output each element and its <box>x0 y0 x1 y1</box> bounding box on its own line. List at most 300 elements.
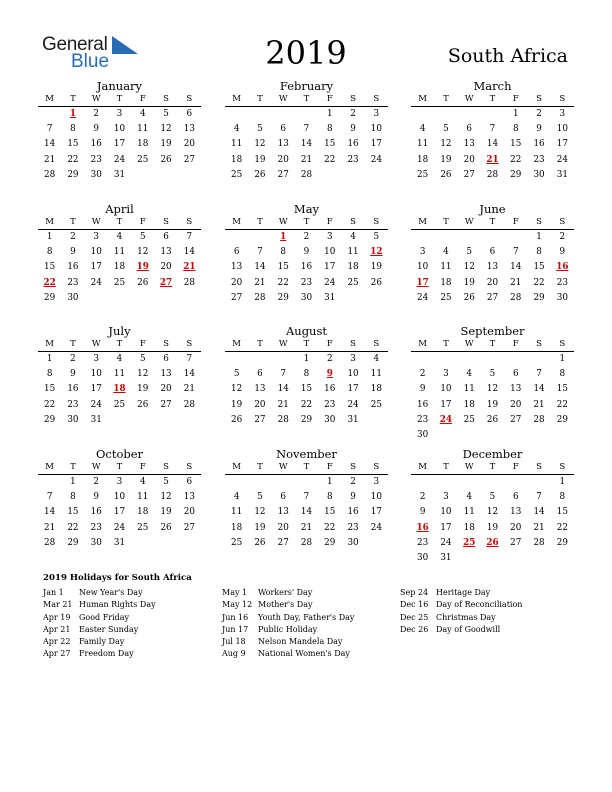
day-cell <box>434 428 457 443</box>
day-cell: 6 <box>257 369 263 380</box>
day-cell: 20 <box>254 399 266 410</box>
day-cell <box>481 107 504 122</box>
week-row <box>411 475 574 490</box>
day-cell: 6 <box>489 247 496 258</box>
day-cell: 11 <box>113 247 126 258</box>
day-cell <box>434 352 457 367</box>
day-cell: 28 <box>44 537 56 548</box>
day-cell: 19 <box>254 522 266 533</box>
day-cell <box>295 475 318 490</box>
week-row <box>225 398 388 413</box>
day-cell: 21 <box>44 522 56 533</box>
weekday-header: M <box>418 462 427 472</box>
month-title: September <box>460 324 525 338</box>
day-cell: 29 <box>44 292 56 303</box>
day-cell: 2 <box>350 477 356 487</box>
day-cell: 22 <box>533 277 545 288</box>
day-cell: 2 <box>303 232 310 242</box>
day-cell: 22 <box>44 399 56 410</box>
day-cell: 27 <box>277 169 289 180</box>
holiday-date: Aug 9 <box>222 649 246 659</box>
day-cell: 15 <box>556 507 568 518</box>
day-cell <box>504 230 527 245</box>
holiday-item <box>222 587 354 599</box>
day-cell: 20 <box>160 262 172 273</box>
day-cell <box>504 428 527 443</box>
day-cell: 23 <box>67 399 79 410</box>
day-cell <box>295 107 318 122</box>
day-cell: 2 <box>419 369 426 380</box>
weekday-header: W <box>464 462 474 472</box>
day-cell: 26 <box>254 537 266 548</box>
weekday-header: S <box>350 217 356 227</box>
weekday-header: S <box>186 94 193 104</box>
day-cell: 8 <box>559 369 566 380</box>
holiday-date: Jun 16 <box>222 612 249 622</box>
day-cell: 3 <box>419 247 426 258</box>
weekday-header: F <box>512 462 519 472</box>
day-cell <box>178 413 201 428</box>
holiday-day-cell: 1 <box>280 232 287 242</box>
day-cell: 11 <box>463 384 475 395</box>
day-cell: 4 <box>116 232 123 242</box>
day-cell: 27 <box>231 292 243 303</box>
day-cell: 18 <box>463 522 475 533</box>
day-cell: 6 <box>163 354 169 364</box>
day-cell: 24 <box>324 277 336 288</box>
holiday-name: Public Holiday <box>258 624 318 634</box>
day-cell: 28 <box>277 414 289 425</box>
day-cell: 21 <box>183 384 195 395</box>
day-cell: 23 <box>417 537 429 548</box>
week-row <box>411 398 574 413</box>
day-cell: 11 <box>440 262 452 273</box>
day-cell: 15 <box>533 262 545 273</box>
day-cell: 19 <box>463 277 475 288</box>
weekday-header: M <box>45 217 54 227</box>
day-cell <box>481 230 504 245</box>
holiday-item <box>222 624 354 636</box>
week-row <box>225 505 388 520</box>
day-cell: 23 <box>417 414 429 425</box>
week-row <box>411 521 574 536</box>
holiday-day-cell: 18 <box>113 384 126 395</box>
weekday-header: F <box>512 94 519 104</box>
holiday-item <box>43 612 156 624</box>
weekday-header: S <box>536 462 542 472</box>
day-cell: 28 <box>183 277 195 288</box>
day-cell: 10 <box>556 124 568 135</box>
week-row <box>411 291 574 306</box>
week-row <box>38 521 201 536</box>
holiday-day-cell: 16 <box>416 522 429 533</box>
weekday-header: T <box>443 339 449 349</box>
day-cell: 5 <box>489 492 496 503</box>
day-cell: 30 <box>90 537 102 548</box>
weekday-header: F <box>512 217 519 227</box>
weekday-header: M <box>418 339 427 349</box>
day-cell: 25 <box>113 277 126 288</box>
day-cell: 16 <box>67 262 79 273</box>
holiday-day-cell: 25 <box>463 537 476 548</box>
holiday-day-cell: 26 <box>486 537 499 548</box>
week-row <box>225 168 388 183</box>
day-cell: 26 <box>231 414 243 425</box>
day-cell <box>85 291 108 306</box>
day-cell: 13 <box>486 262 499 273</box>
holiday-name: Day of Reconciliation <box>436 600 523 610</box>
day-cell: 16 <box>300 262 313 273</box>
holiday-item <box>222 612 354 624</box>
holiday-item <box>400 599 522 611</box>
day-cell: 24 <box>556 154 568 165</box>
day-cell: 2 <box>559 232 566 242</box>
day-cell <box>458 107 481 122</box>
weekday-header: T <box>70 94 76 104</box>
weekday-header: T <box>116 339 123 349</box>
day-cell: 9 <box>536 124 542 135</box>
day-cell: 10 <box>370 124 382 135</box>
day-cell: 20 <box>277 154 289 165</box>
weekday-header: S <box>373 94 380 104</box>
weekday-header: S <box>350 462 356 472</box>
day-cell: 21 <box>277 399 289 410</box>
week-row <box>225 107 388 122</box>
week-row <box>225 382 388 397</box>
day-cell: 28 <box>486 169 499 180</box>
day-cell: 14 <box>44 139 56 150</box>
holiday-date: Apr 22 <box>43 637 71 647</box>
day-cell: 26 <box>254 169 266 180</box>
day-cell: 28 <box>300 169 313 180</box>
week-row <box>225 245 388 260</box>
day-cell: 19 <box>231 399 243 410</box>
day-cell: 1 <box>512 109 519 119</box>
day-cell: 28 <box>44 169 56 180</box>
day-cell: 6 <box>512 492 519 503</box>
weekday-header: M <box>232 339 241 349</box>
holiday-date: Dec 25 <box>400 612 429 622</box>
week-row <box>225 230 388 245</box>
weekday-header-row <box>38 461 201 475</box>
day-cell: 14 <box>277 384 289 395</box>
day-cell: 11 <box>370 369 382 380</box>
day-cell: 30 <box>556 292 568 303</box>
day-cell: 8 <box>280 247 286 258</box>
day-cell: 14 <box>300 139 313 150</box>
day-cell <box>458 475 481 490</box>
day-cell: 12 <box>463 262 475 273</box>
day-cell: 27 <box>254 414 266 425</box>
day-cell: 30 <box>417 552 429 563</box>
day-cell: 27 <box>486 292 499 303</box>
week-row <box>225 475 388 490</box>
day-cell: 8 <box>559 492 566 503</box>
day-cell: 10 <box>324 247 336 258</box>
day-cell: 18 <box>231 154 243 165</box>
day-cell: 20 <box>160 384 172 395</box>
day-cell: 9 <box>70 369 76 380</box>
day-cell: 18 <box>440 277 452 288</box>
day-cell <box>225 352 248 367</box>
day-cell: 3 <box>443 369 449 380</box>
day-cell: 1 <box>70 477 76 487</box>
weekday-header: T <box>489 217 496 227</box>
holiday-date: Mar 21 <box>43 600 73 610</box>
holidays-column <box>400 587 522 636</box>
weekday-header: T <box>489 339 496 349</box>
week-row <box>38 398 201 413</box>
day-cell: 7 <box>303 492 310 503</box>
weekday-header: S <box>186 217 193 227</box>
day-cell: 16 <box>347 139 359 150</box>
day-cell: 30 <box>324 414 336 425</box>
day-cell: 18 <box>463 399 475 410</box>
day-cell: 9 <box>350 492 356 503</box>
day-cell: 24 <box>113 154 126 165</box>
weekday-header: F <box>326 462 333 472</box>
day-cell: 13 <box>254 384 266 395</box>
month-title: May <box>293 202 320 216</box>
day-cell: 21 <box>44 154 56 165</box>
day-cell: 17 <box>347 384 359 395</box>
day-cell <box>178 536 201 551</box>
weekday-header-row <box>225 216 388 230</box>
day-cell: 4 <box>350 232 356 242</box>
day-cell: 30 <box>300 292 313 303</box>
day-cell <box>248 230 271 245</box>
month-april <box>38 202 201 306</box>
weekday-header: T <box>257 339 263 349</box>
day-cell: 12 <box>231 384 243 395</box>
holiday-day-cell: 17 <box>416 277 429 288</box>
day-cell: 27 <box>510 537 522 548</box>
day-cell: 3 <box>116 109 123 119</box>
day-cell: 22 <box>277 277 289 288</box>
day-cell: 7 <box>536 369 542 380</box>
day-cell: 24 <box>370 522 382 533</box>
day-cell: 3 <box>116 477 123 487</box>
holiday-day-cell: 16 <box>556 262 569 273</box>
day-cell: 26 <box>486 414 499 425</box>
day-cell <box>458 230 481 245</box>
day-cell: 7 <box>46 124 53 135</box>
day-cell: 31 <box>324 292 336 303</box>
week-row <box>225 352 388 367</box>
day-cell: 9 <box>350 124 356 135</box>
day-cell: 6 <box>466 124 472 135</box>
holiday-day-cell: 27 <box>159 277 173 288</box>
day-cell: 16 <box>90 507 102 518</box>
day-cell: 19 <box>440 154 452 165</box>
day-cell <box>551 428 574 443</box>
day-cell: 14 <box>183 247 195 258</box>
day-cell: 1 <box>559 477 566 487</box>
day-cell: 29 <box>556 414 568 425</box>
weekday-header: F <box>326 339 333 349</box>
holiday-day-cell: 19 <box>136 262 149 273</box>
week-row <box>411 168 574 183</box>
holiday-date: May 1 <box>222 588 248 597</box>
holiday-date: Apr 19 <box>43 612 71 622</box>
weekday-header: S <box>163 217 169 227</box>
day-cell: 2 <box>70 354 76 364</box>
day-cell: 9 <box>419 384 426 395</box>
week-row <box>411 382 574 397</box>
day-cell <box>365 291 388 306</box>
weekday-header: M <box>418 94 427 104</box>
day-cell: 25 <box>113 399 126 410</box>
day-cell: 12 <box>440 139 452 150</box>
day-cell: 6 <box>186 477 193 487</box>
day-cell: 30 <box>533 169 545 180</box>
weekday-header: F <box>512 339 519 349</box>
month-march <box>411 79 574 183</box>
day-cell: 24 <box>347 399 359 410</box>
day-cell: 13 <box>183 124 195 135</box>
day-cell: 15 <box>67 139 79 150</box>
week-row <box>411 413 574 428</box>
day-cell <box>458 428 481 443</box>
country-name: South Africa <box>447 45 568 67</box>
day-cell: 25 <box>137 154 149 165</box>
day-cell: 20 <box>183 507 195 518</box>
day-cell <box>365 536 388 551</box>
week-row <box>38 245 201 260</box>
day-cell <box>272 475 295 490</box>
day-cell: 29 <box>510 169 522 180</box>
month-title: June <box>479 202 506 216</box>
day-cell: 10 <box>347 369 359 380</box>
day-cell: 24 <box>370 154 382 165</box>
holiday-date: Sep 24 <box>400 588 429 597</box>
day-cell: 25 <box>417 169 429 180</box>
weekday-header: T <box>70 462 76 472</box>
weekday-header: W <box>464 339 474 349</box>
day-cell: 26 <box>370 277 382 288</box>
day-cell: 18 <box>113 262 126 273</box>
weekday-header: S <box>559 339 566 349</box>
holiday-day-cell: 21 <box>183 262 196 273</box>
day-cell: 20 <box>510 399 522 410</box>
day-cell: 17 <box>324 262 336 273</box>
day-cell: 1 <box>559 354 566 364</box>
day-cell: 17 <box>113 507 126 518</box>
day-cell: 9 <box>70 247 76 258</box>
day-cell: 17 <box>556 139 568 150</box>
week-row <box>38 153 201 168</box>
day-cell: 19 <box>370 262 382 273</box>
day-cell: 18 <box>137 139 149 150</box>
month-title: August <box>285 324 327 338</box>
day-cell: 5 <box>257 492 263 503</box>
day-cell <box>131 168 154 183</box>
day-cell <box>108 291 131 306</box>
day-cell: 4 <box>373 354 380 364</box>
day-cell <box>411 107 434 122</box>
day-cell: 20 <box>231 277 243 288</box>
week-row <box>38 230 201 245</box>
day-cell <box>481 352 504 367</box>
day-cell: 5 <box>163 109 169 119</box>
day-cell: 12 <box>254 139 266 150</box>
day-cell: 23 <box>300 277 313 288</box>
weekday-header: S <box>350 339 356 349</box>
weekday-header: W <box>278 462 288 472</box>
week-row <box>225 276 388 291</box>
month-may <box>225 202 388 306</box>
day-cell: 10 <box>113 124 126 135</box>
day-cell: 11 <box>137 492 149 503</box>
weekday-header: S <box>373 339 380 349</box>
day-cell: 21 <box>300 522 313 533</box>
holiday-day-cell: 1 <box>69 109 76 119</box>
day-cell <box>504 551 527 566</box>
week-row <box>225 413 388 428</box>
day-cell: 5 <box>489 369 496 380</box>
weekday-header: S <box>559 462 566 472</box>
day-cell <box>225 107 248 122</box>
day-cell: 17 <box>370 507 382 518</box>
week-row <box>225 137 388 152</box>
day-cell: 31 <box>440 552 452 563</box>
day-cell: 27 <box>160 399 172 410</box>
weekday-header: T <box>70 339 76 349</box>
day-cell: 30 <box>347 537 359 548</box>
day-cell: 29 <box>300 414 313 425</box>
day-cell: 26 <box>440 169 452 180</box>
weekday-header: T <box>116 94 123 104</box>
day-cell: 24 <box>417 292 429 303</box>
day-cell: 28 <box>254 292 266 303</box>
day-cell: 11 <box>417 139 429 150</box>
day-cell: 19 <box>486 399 499 410</box>
week-row <box>38 382 201 397</box>
weekday-header: T <box>116 462 123 472</box>
day-cell: 22 <box>67 154 79 165</box>
day-cell: 23 <box>324 399 336 410</box>
day-cell: 20 <box>277 522 289 533</box>
week-row <box>225 521 388 536</box>
week-row <box>411 107 574 122</box>
day-cell: 29 <box>556 537 568 548</box>
day-cell: 19 <box>160 507 172 518</box>
day-cell: 15 <box>510 139 522 150</box>
weekday-header: T <box>303 94 310 104</box>
day-cell: 18 <box>231 522 243 533</box>
weekday-header: S <box>536 217 542 227</box>
day-cell: 28 <box>300 537 313 548</box>
holiday-name: Day of Goodwill <box>436 624 501 634</box>
day-cell: 8 <box>536 247 542 258</box>
day-cell: 17 <box>440 522 452 533</box>
day-cell <box>272 107 295 122</box>
week-row <box>38 413 201 428</box>
day-cell: 7 <box>489 124 496 135</box>
month-title: November <box>276 447 337 461</box>
day-cell: 21 <box>254 277 266 288</box>
weekday-header: S <box>559 217 566 227</box>
weekday-header: W <box>91 94 101 104</box>
day-cell: 9 <box>93 124 99 135</box>
month-august <box>225 324 388 428</box>
week-row <box>38 260 201 275</box>
day-cell: 21 <box>533 399 545 410</box>
month-title: February <box>279 79 334 93</box>
day-cell: 13 <box>160 369 172 380</box>
day-cell: 19 <box>160 139 172 150</box>
weekday-header: S <box>186 462 193 472</box>
